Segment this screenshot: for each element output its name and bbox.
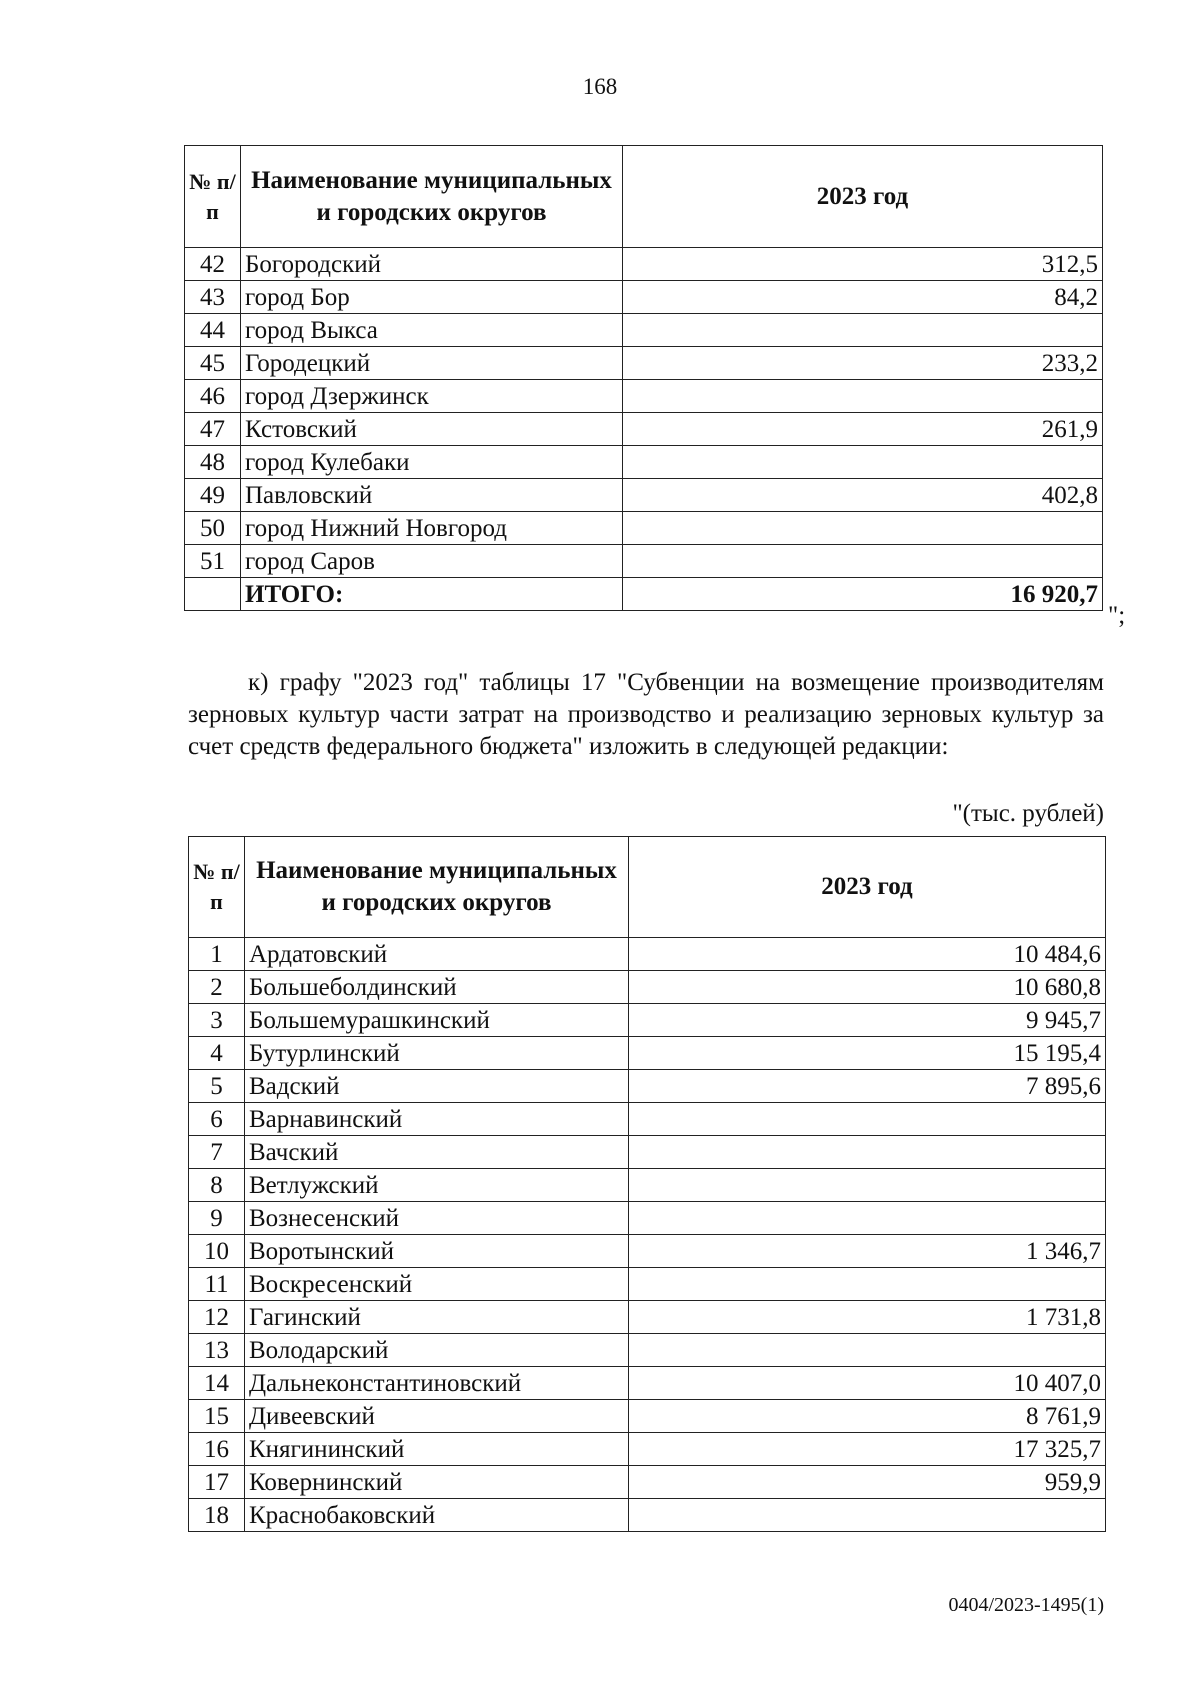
table-row	[189, 1334, 1106, 1367]
row-value: 261,9	[623, 413, 1103, 446]
municipality-name: Гагинский	[245, 1301, 629, 1334]
municipality-name: Кстовский	[241, 413, 623, 446]
header-year-2023: 2023 год	[629, 837, 1106, 938]
header-municipality-name: Наименование муниципальных и городских округов	[241, 146, 623, 248]
municipality-name: город Выкса	[241, 314, 623, 347]
table-row	[189, 938, 1106, 971]
row-number: 47	[185, 413, 241, 446]
row-number: 10	[189, 1235, 245, 1268]
table-row	[185, 446, 1103, 479]
row-value: 84,2	[623, 281, 1103, 314]
row-value: 10 484,6	[629, 938, 1106, 971]
row-value: 10 407,0	[629, 1367, 1106, 1400]
row-number: 50	[185, 512, 241, 545]
table-row	[189, 1466, 1106, 1499]
row-number: 16	[189, 1433, 245, 1466]
header-row-number: № п/п	[189, 837, 245, 938]
municipality-name: город Кулебаки	[241, 446, 623, 479]
municipality-name: город Нижний Новгород	[241, 512, 623, 545]
amendment-paragraph	[188, 667, 1104, 763]
table-row	[189, 1433, 1106, 1466]
municipality-name: город Саров	[241, 545, 623, 578]
row-value	[629, 1103, 1106, 1136]
total-value: 16 920,7	[623, 578, 1103, 611]
table-row	[189, 1070, 1106, 1103]
municipality-name: Бутурлинский	[245, 1037, 629, 1070]
table-row	[185, 380, 1103, 413]
row-number: 4	[189, 1037, 245, 1070]
row-value: 312,5	[623, 248, 1103, 281]
table-row	[185, 347, 1103, 380]
row-value: 402,8	[623, 479, 1103, 512]
header-row-number: № п/п	[185, 146, 241, 248]
row-number: 8	[189, 1169, 245, 1202]
municipality-name: Павловский	[241, 479, 623, 512]
row-number: 51	[185, 545, 241, 578]
table-row	[189, 1301, 1106, 1334]
row-number: 15	[189, 1400, 245, 1433]
row-number: 6	[189, 1103, 245, 1136]
row-value	[629, 1268, 1106, 1301]
municipality-name: город Бор	[241, 281, 623, 314]
table-row	[189, 1169, 1106, 1202]
row-number: 2	[189, 971, 245, 1004]
row-value	[623, 512, 1103, 545]
total-empty-cell	[185, 578, 241, 611]
amendment-text: к) графу "2023 год" таблицы 17 "Субвенции на возмещение производителям зерновых культур части затрат на производство и реализацию зерновых культур за счет средств федерального бюджета" изложить в следующей редакции:	[188, 669, 1104, 760]
municipality-name: Володарский	[245, 1334, 629, 1367]
municipality-name: Вачский	[245, 1136, 629, 1169]
table-row	[185, 413, 1103, 446]
row-number: 17	[189, 1466, 245, 1499]
row-number: 13	[189, 1334, 245, 1367]
table-header-row	[185, 146, 1103, 248]
table-row	[189, 1004, 1106, 1037]
municipality-name: город Дзержинск	[241, 380, 623, 413]
table-row	[189, 1268, 1106, 1301]
row-value: 15 195,4	[629, 1037, 1106, 1070]
document-code: 0404/2023-1495(1)	[948, 1594, 1104, 1616]
row-number: 14	[189, 1367, 245, 1400]
row-value	[629, 1499, 1106, 1532]
table-row	[185, 479, 1103, 512]
table-row	[185, 281, 1103, 314]
row-number: 11	[189, 1268, 245, 1301]
page-number: 168	[582, 74, 618, 99]
row-value: 10 680,8	[629, 971, 1106, 1004]
row-number: 42	[185, 248, 241, 281]
municipality-name: Дальнеконстантиновский	[245, 1367, 629, 1400]
total-label: ИТОГО:	[241, 578, 623, 611]
municipality-name: Большеболдинский	[245, 971, 629, 1004]
row-value: 7 895,6	[629, 1070, 1106, 1103]
table-row	[189, 1400, 1106, 1433]
row-number: 48	[185, 446, 241, 479]
row-value: 959,9	[629, 1466, 1106, 1499]
row-value	[623, 545, 1103, 578]
total-row	[185, 578, 1103, 611]
row-number: 18	[189, 1499, 245, 1532]
municipality-name: Вознесенский	[245, 1202, 629, 1235]
table-row	[185, 248, 1103, 281]
row-number: 7	[189, 1136, 245, 1169]
closing-quote: ";	[1108, 602, 1126, 629]
row-value	[623, 314, 1103, 347]
row-number: 49	[185, 479, 241, 512]
row-value: 8 761,9	[629, 1400, 1106, 1433]
row-value	[629, 1334, 1106, 1367]
row-number: 45	[185, 347, 241, 380]
municipality-name: Ветлужский	[245, 1169, 629, 1202]
table-header-row	[189, 837, 1106, 938]
municipality-name: Варнавинский	[245, 1103, 629, 1136]
row-number: 9	[189, 1202, 245, 1235]
header-year-2023: 2023 год	[623, 146, 1103, 248]
municipality-name: Ковернинский	[245, 1466, 629, 1499]
municipality-name: Большемурашкинский	[245, 1004, 629, 1037]
row-value	[623, 380, 1103, 413]
table-row	[189, 1499, 1106, 1532]
municipality-name: Воротынский	[245, 1235, 629, 1268]
table-row	[189, 1136, 1106, 1169]
grain-subsidy-table	[188, 836, 1106, 1532]
table-row	[189, 1235, 1106, 1268]
municipality-name: Воскресенский	[245, 1268, 629, 1301]
table-row	[189, 971, 1106, 1004]
row-value: 9 945,7	[629, 1004, 1106, 1037]
table-row	[189, 1103, 1106, 1136]
municipality-name: Вадский	[245, 1070, 629, 1103]
row-value	[629, 1136, 1106, 1169]
row-value	[629, 1202, 1106, 1235]
municipality-name: Краснобаковский	[245, 1499, 629, 1532]
municipality-name: Княгининский	[245, 1433, 629, 1466]
municipality-name: Богородский	[241, 248, 623, 281]
row-number: 1	[189, 938, 245, 971]
table-row	[185, 314, 1103, 347]
table-row	[189, 1367, 1106, 1400]
subsidy-table-continued	[184, 145, 1103, 611]
row-value: 233,2	[623, 347, 1103, 380]
municipality-name: Дивеевский	[245, 1400, 629, 1433]
table-row	[185, 512, 1103, 545]
row-number: 46	[185, 380, 241, 413]
row-value	[629, 1169, 1106, 1202]
header-municipality-name: Наименование муниципальных и городских округов	[245, 837, 629, 938]
units-label: "(тыс. рублей)	[952, 800, 1104, 827]
municipality-name: Городецкий	[241, 347, 623, 380]
row-value: 17 325,7	[629, 1433, 1106, 1466]
row-value: 1 346,7	[629, 1235, 1106, 1268]
municipality-name: Ардатовский	[245, 938, 629, 971]
row-value: 1 731,8	[629, 1301, 1106, 1334]
row-value	[623, 446, 1103, 479]
row-number: 3	[189, 1004, 245, 1037]
table-row	[189, 1202, 1106, 1235]
row-number: 5	[189, 1070, 245, 1103]
row-number: 43	[185, 281, 241, 314]
table-row	[185, 545, 1103, 578]
table-row	[189, 1037, 1106, 1070]
row-number: 44	[185, 314, 241, 347]
row-number: 12	[189, 1301, 245, 1334]
